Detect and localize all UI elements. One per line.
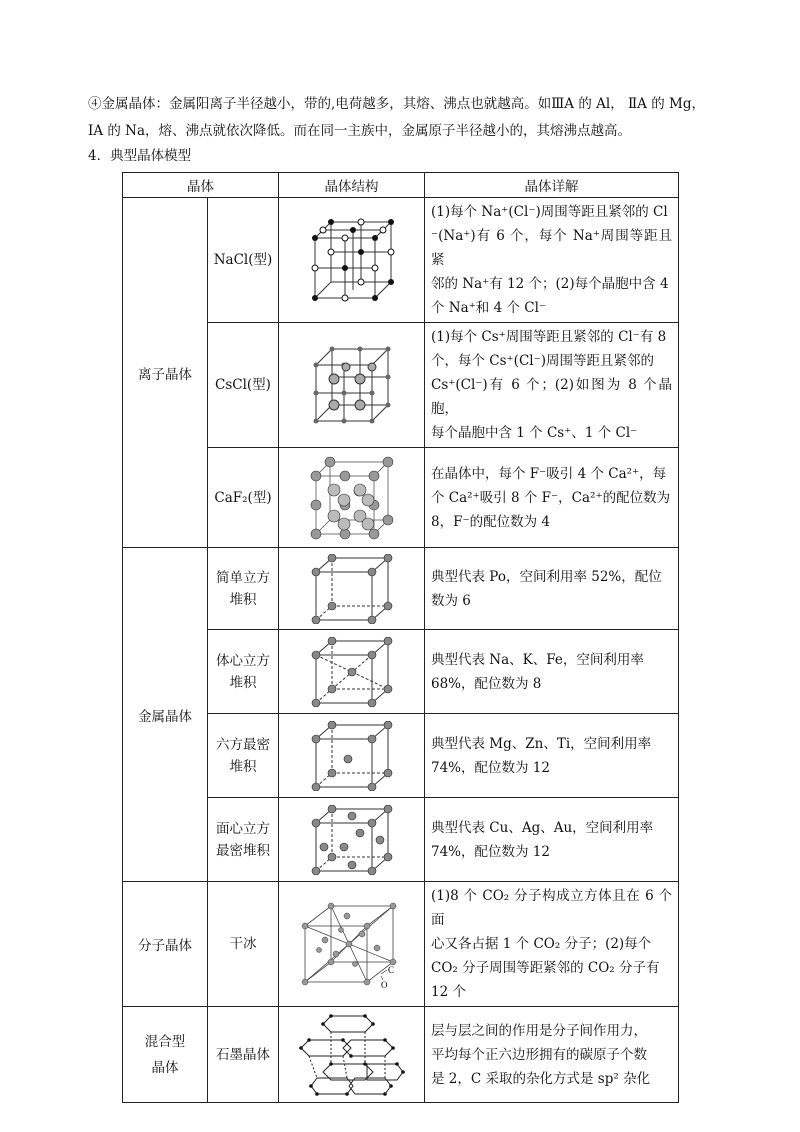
ice-structure-image (279, 882, 425, 1007)
detail-line: CO₂ 分子周围等距紧邻的 CO₂ 分子有 (431, 960, 660, 976)
name-line: 简单立方 (216, 569, 270, 586)
table-header-row (123, 173, 679, 198)
detail-line: 数为 6 (431, 592, 471, 609)
detail-line: (1)每个 Cs⁺周围等距且紧邻的 Cl⁻有 8 (431, 329, 667, 345)
detail-caf2 (425, 448, 679, 548)
detail-nacl (425, 198, 679, 323)
detail-line: (1)8 个 CO₂ 分子构成立方体且在 6 个面 (431, 888, 672, 928)
graphite-structure-image (279, 1007, 425, 1103)
body-centered-cubic-icon (310, 637, 394, 707)
detail-hcp (425, 714, 679, 798)
crystal-name-nacl: NaCl(型) (208, 198, 279, 323)
detail-line: ⁻(Na⁺)有 6 个，每个 Na⁺周围等距且紧 (431, 228, 672, 268)
detail-ice (425, 882, 679, 1007)
group-mixed-line: 混合型 (144, 1033, 186, 1050)
detail-line: 在晶体中，每个 F⁻吸引 4 个 Ca²⁺，每 (431, 465, 667, 482)
table-row (123, 198, 679, 323)
cscl-structure-image (279, 323, 425, 448)
detail-line: 是 2，C 采取的杂化方式是 sp² 杂化 (431, 1070, 651, 1087)
detail-line: 8，F⁻的配位数为 4 (431, 513, 550, 530)
nacl-structure-image (279, 198, 425, 323)
detail-bcc (425, 630, 679, 714)
detail-sc (425, 548, 679, 630)
detail-line: 层与层之间的作用是分子间作用力， (431, 1022, 647, 1039)
caf2-structure-image (279, 448, 425, 548)
detail-line: 典型代表 Po，空间利用率 52%，配位 (431, 568, 662, 585)
fcc-structure-image (279, 798, 425, 882)
detail-graphite (425, 1007, 679, 1103)
group-metal: 金属晶体 (123, 548, 208, 882)
label-o: O (380, 980, 387, 988)
simple-cubic-icon (310, 554, 394, 624)
intro-paragraph (88, 91, 728, 145)
group-mixed (123, 1007, 208, 1103)
detail-fcc (425, 798, 679, 882)
detail-line: 邻的 Na⁺有 12 个；(2)每个晶胞中含 4 (431, 276, 669, 292)
label-c: C (387, 965, 394, 975)
name-line: 堆积 (229, 674, 257, 691)
bcc-structure-image (279, 630, 425, 714)
detail-line: 典型代表 Cu、Ag、Au，空间利用率 (431, 819, 654, 836)
hcp-structure-image (279, 714, 425, 798)
table-row (123, 1007, 679, 1103)
sc-structure-image (279, 548, 425, 630)
header-structure: 晶体结构 (279, 173, 425, 198)
detail-line: 12 个 (431, 984, 466, 1000)
detail-line: 个 Ca²⁺吸引 8 个 F⁻，Ca²⁺的配位数为 (431, 489, 671, 506)
detail-line: 心又各占据 1 个 CO₂ 分子；(2)每个 (431, 936, 652, 952)
graphite-layers-icon (297, 1012, 407, 1098)
crystal-name-cscl: CsCl(型) (208, 323, 279, 448)
crystal-name-fcc (208, 798, 279, 882)
intro-line-1: ④金属晶体：金属阳离子半径越小，带的,电荷越多，其熔、沸点也就越高。如ⅢA 的 Al， ⅡA 的 Mg， (88, 96, 705, 112)
name-line: 六方最密 (216, 736, 270, 753)
detail-line: 个，每个 Cs⁺(Cl⁻)周围等距且紧邻的 (431, 353, 654, 369)
table-row (123, 548, 679, 630)
crystal-name-caf2: CaF₂(型) (208, 448, 279, 548)
header-crystal: 晶体 (123, 173, 279, 198)
detail-line: 典型代表 Mg、Zn、Ti，空间利用率 (431, 735, 652, 752)
crystal-model-table (122, 172, 679, 1103)
crystal-name-ice: 干冰 (208, 882, 279, 1007)
header-detail: 晶体详解 (425, 173, 679, 198)
table-row (123, 882, 679, 1007)
group-mixed-line: 晶体 (151, 1059, 179, 1076)
dry-ice-lattice-icon (297, 900, 407, 988)
name-line: 体心立方 (216, 652, 270, 669)
detail-line: 74%，配位数为 12 (431, 759, 550, 776)
group-ionic: 离子晶体 (123, 198, 208, 548)
name-line: 面心立方 (216, 820, 270, 837)
detail-line: Cs⁺(Cl⁻)有 6 个；(2)如图为 8 个晶胞， (431, 377, 672, 417)
name-line: 最密堆积 (216, 842, 270, 859)
detail-line: 个 Na⁺和 4 个 Cl⁻ (431, 300, 547, 316)
face-centered-cubic-icon (310, 805, 394, 875)
hexagonal-close-packed-icon (310, 721, 394, 791)
crystal-name-hcp (208, 714, 279, 798)
detail-cscl (425, 323, 679, 448)
detail-line: 74%，配位数为 12 (431, 843, 550, 860)
crystal-name-bcc (208, 630, 279, 714)
group-molecular: 分子晶体 (123, 882, 208, 1007)
intro-line-2: IA 的 Na，熔、沸点就依次降低。而在同一主族中，金属原子半径越小的，其熔沸点越高。 (88, 123, 632, 139)
name-line: 堆积 (229, 591, 257, 608)
detail-line: 平均每个正六边形拥有的碳原子个数 (431, 1046, 647, 1063)
caf2-lattice-icon (310, 456, 394, 540)
name-line: 堆积 (229, 758, 257, 775)
crystal-name-sc (208, 548, 279, 630)
section-heading: 4．典型晶体模型 (88, 148, 192, 164)
detail-line: 每个晶胞中含 1 个 Cs⁺、1 个 Cl⁻ (431, 425, 638, 441)
detail-line: 典型代表 Na、K、Fe，空间利用率 (431, 651, 644, 668)
detail-line: 68%，配位数为 8 (431, 675, 542, 692)
nacl-lattice-icon (307, 216, 397, 304)
crystal-name-graphite: 石墨晶体 (208, 1007, 279, 1103)
cscl-lattice-icon (312, 345, 392, 425)
detail-line: (1)每个 Na⁺(Cl⁻)周围等距且紧邻的 Cl (431, 204, 668, 220)
